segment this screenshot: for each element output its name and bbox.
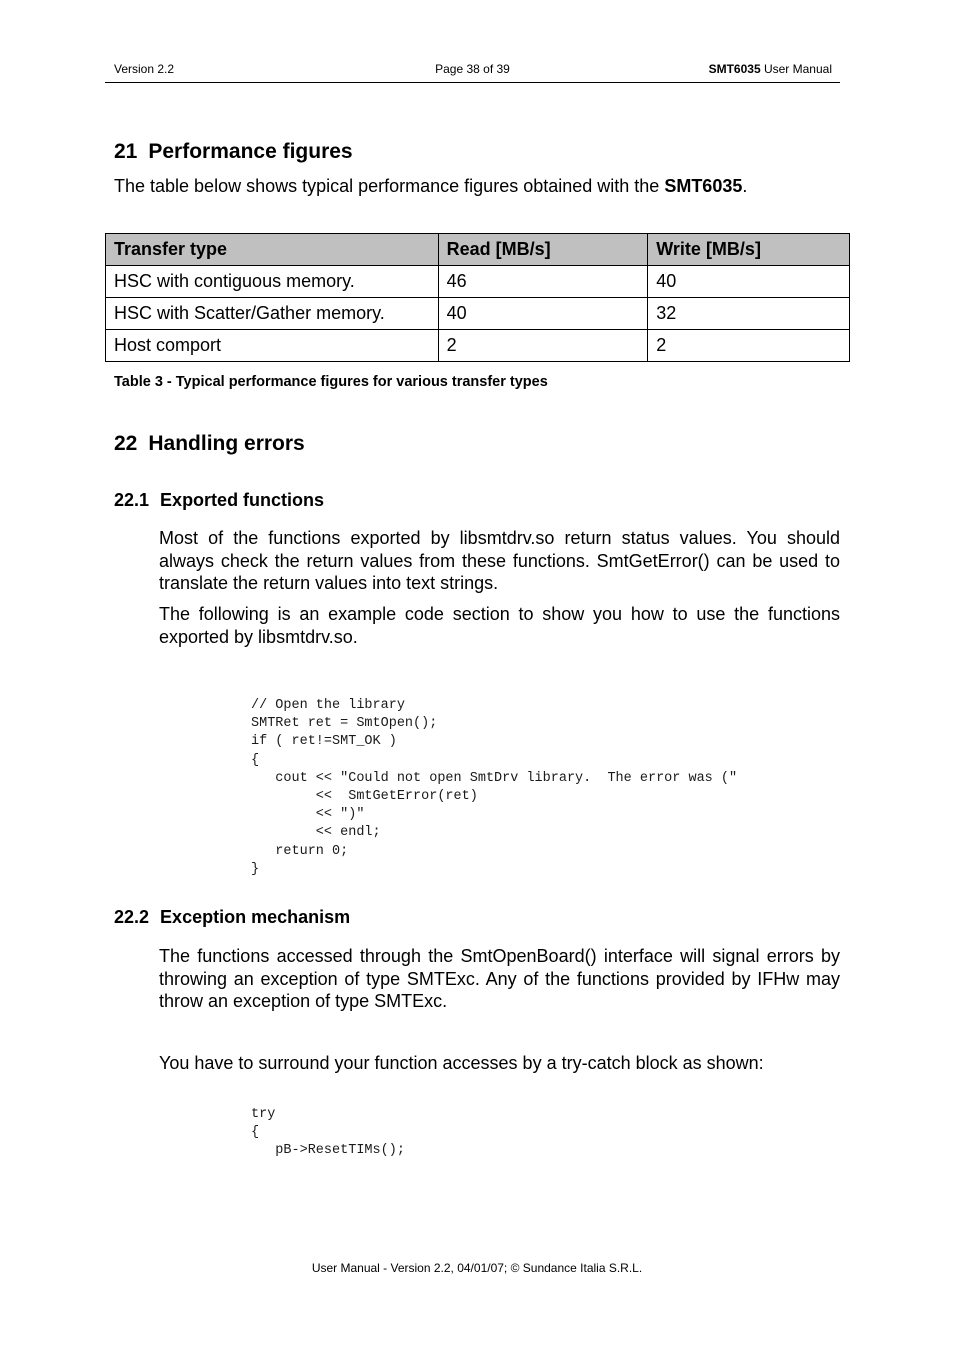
table-header-row xyxy=(106,234,850,266)
table-row xyxy=(106,266,850,298)
table-cell: Host comport xyxy=(106,330,439,362)
section-22-2-paragraph-2: You have to surround your function accesses by a try-catch block as shown: xyxy=(159,1053,764,1073)
header-page-number: Page 38 of 39 xyxy=(435,62,510,76)
section-22-1-paragraph-1: Most of the functions exported by libsmtdrv.so return status values. You should always check the return values from these functions. SmtGetError() can be used to translate the return values into text strings. xyxy=(159,528,840,593)
section-21-title: Performance figures xyxy=(148,140,353,163)
table-header-cell: Transfer type xyxy=(106,234,439,266)
table-cell: 32 xyxy=(648,298,850,330)
section-22-title: Handling errors xyxy=(148,432,305,455)
section-22-2-paragraph-1: The functions accessed through the SmtOpenBoard() interface will signal errors by throwing an exception of type SMTExc. Any of the functions provided by IFHw may throw an exception of type SMTExc. xyxy=(159,946,840,1011)
section-22-number: 22 xyxy=(114,432,138,455)
intro-text: The table below shows typical performance figures obtained with the xyxy=(114,176,665,196)
header-version: Version 2.2 xyxy=(114,62,175,76)
table-cell: 2 xyxy=(648,330,850,362)
section-21-number: 21 xyxy=(114,140,138,163)
intro-period: . xyxy=(742,176,748,196)
header-product: SMT6035 xyxy=(708,62,761,76)
table-caption: Table 3 - Typical performance figures for various transfer types xyxy=(114,374,548,390)
section-22-1-title: Exported functions xyxy=(160,490,325,510)
code-example-open-library: // Open the library SMTRet ret = SmtOpen(); if ( ret!=SMT_OK ) { cout << "Could not open SmtDrv library. The error was (" << SmtGetError(ret) << ")" << endl; return 0; } xyxy=(251,698,738,877)
table-cell: 40 xyxy=(438,298,648,330)
table-row xyxy=(106,298,850,330)
section-21-heading xyxy=(114,140,353,164)
section-22-1-number: 22.1 xyxy=(114,490,150,510)
section-21-intro xyxy=(114,175,747,198)
table-header-cell: Read [MB/s] xyxy=(438,234,648,266)
header-manual: User Manual xyxy=(760,62,832,76)
section-22-1-heading xyxy=(114,490,324,511)
section-22-2-title: Exception mechanism xyxy=(160,907,351,927)
table-cell: 46 xyxy=(438,266,648,298)
table-cell: HSC with contiguous memory. xyxy=(106,266,439,298)
header-manual-title xyxy=(709,62,832,76)
code-example-try-block: try { pB->ResetTIMs(); xyxy=(251,1107,405,1159)
page-footer: User Manual - Version 2.2, 04/01/07; © Sundance Italia S.R.L. xyxy=(311,1261,643,1275)
performance-table xyxy=(105,233,850,362)
table-row xyxy=(106,330,850,362)
table-cell: 40 xyxy=(648,266,850,298)
table-header-cell: Write [MB/s] xyxy=(648,234,850,266)
section-22-2-heading xyxy=(114,907,350,928)
page-header xyxy=(105,60,840,83)
section-22-heading xyxy=(114,432,305,456)
intro-product: SMT6035 xyxy=(664,176,743,196)
section-22-2-number: 22.2 xyxy=(114,907,150,927)
section-22-1-paragraph-2: The following is an example code section to show you how to use the functions exported by libsmtdrv.so. xyxy=(159,604,840,647)
table-cell: HSC with Scatter/Gather memory. xyxy=(106,298,439,330)
table-cell: 2 xyxy=(438,330,648,362)
